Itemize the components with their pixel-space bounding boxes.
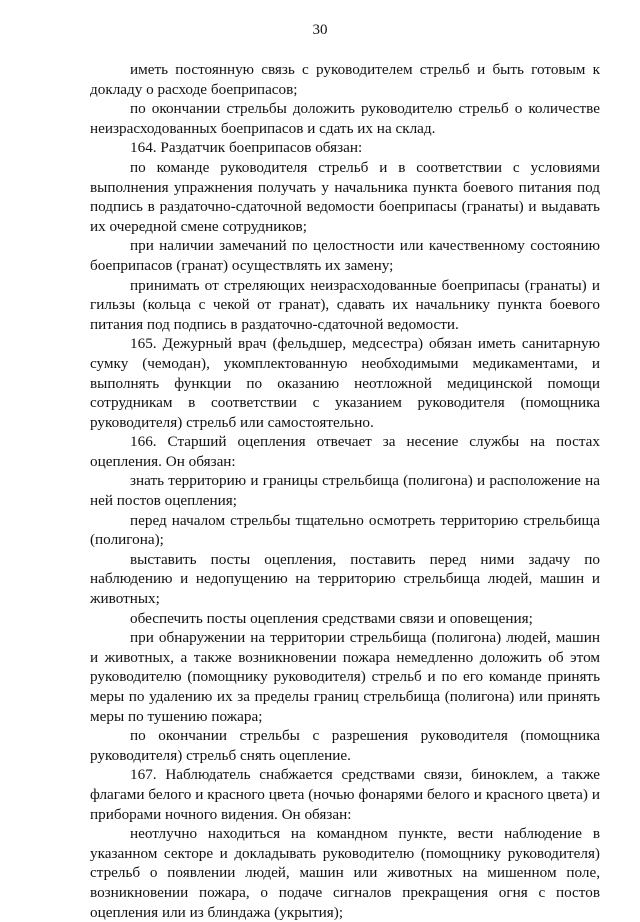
paragraph: при наличии замечаний по целостности или качественному состоянию боеприпасов (гранат) осуществлять их замену; bbox=[90, 237, 600, 274]
paragraph: иметь постоянную связь с руководителем стрельб и быть готовым к докладу о расходе боеприпасов; bbox=[90, 61, 600, 98]
paragraph: обеспечить посты оцепления средствами связи и оповещения; bbox=[130, 609, 533, 627]
paragraph: по окончании стрельбы доложить руководителю стрельб о количестве неизрасходованных боеприпасов и сдать их на склад. bbox=[90, 100, 600, 137]
paragraph: перед началом стрельбы тщательно осмотреть территорию стрельбища (полигона); bbox=[90, 511, 600, 549]
paragraph: знать территорию и границы стрельбища (полигона) и расположение на ней постов оцепления; bbox=[90, 472, 600, 510]
paragraph: неотлучно находиться на командном пункте, вести наблюдение в указанном секторе и докладывать руководителю (помощнику руководителя) стрельб о появлении людей, машин или животных на мишенном поле, возникновении пожара, о подаче сигналов прекращения огня с постов оцепления или из блиндажа (укрытия); bbox=[90, 825, 600, 921]
paragraph: принимать от стреляющих неизрасходованные боеприпасы (гранаты) и гильзы (кольца с чекой от гранат), сдавать их начальнику пункта боевого питания под подпись в раздаточно-сдаточной ведомости. bbox=[90, 276, 600, 333]
paragraph: 165. Дежурный врач (фельдшер, медсестра) обязан иметь санитарную сумку (чемодан), укомплектованную необходимыми медикаментами, и выполнять функции по оказанию неотложной медицинской помощи сотрудникам в соответствии с указанием руководителя (помощника руководителя) стрельб или самостоятельно. bbox=[90, 335, 600, 431]
paragraph: 166. Старший оцепления отвечает за несение службы на постах оцепления. Он обязан: bbox=[90, 433, 600, 470]
paragraph: по окончании стрельбы с разрешения руководителя (помощника руководителя) стрельб снять оцепление. bbox=[90, 727, 600, 764]
paragraph: при обнаружении на территории стрельбища (полигона) людей, машин и животных, а также возникновении пожара немедленно доложить об этом руководителю (помощнику руководителя) стрельб и по его команде принять меры по удалению их за пределы границ стрельбища (полигона) или принять меры по тушению пожара; bbox=[90, 629, 600, 725]
paragraph: выставить посты оцепления, поставить перед ними задачу по наблюдению и недопущению на территорию стрельбища людей, машин и животных; bbox=[90, 550, 600, 608]
paragraph: 167. Наблюдатель снабжается средствами связи, биноклем, а также флагами белого и красного цвета (ночью фонарями белого и красного цвета) и приборами ночного видения. Он обязан: bbox=[90, 766, 600, 823]
paragraph: по команде руководителя стрельб и в соответствии с условиями выполнения упражнения получать у начальника пункта боевого питания под подпись в раздаточно-сдаточной ведомости боеприпасы (гранаты) и выдавать их очередной смене сотрудников; bbox=[90, 158, 600, 235]
paragraph: 164. Раздатчик боеприпасов обязан: bbox=[130, 139, 363, 157]
page-number: 30 bbox=[312, 22, 328, 38]
document-body bbox=[90, 60, 600, 922]
